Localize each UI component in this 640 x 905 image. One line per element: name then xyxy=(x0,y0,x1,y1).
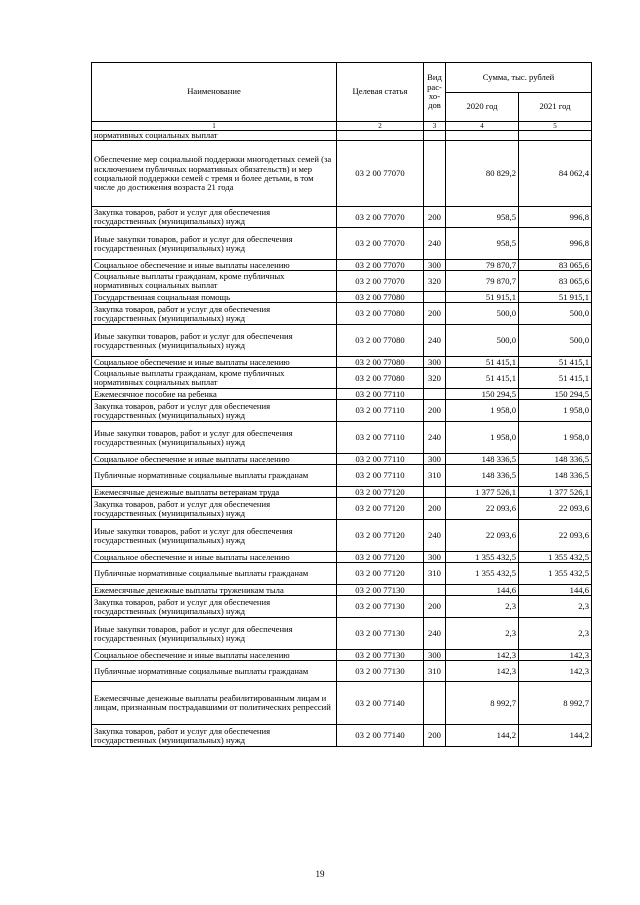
row-name: Закупка товаров, работ и услуг для обеспечения государственных (муниципальных) нужд xyxy=(92,498,337,520)
row-sum-2021: 83 065,6 xyxy=(519,271,592,292)
table-row xyxy=(92,650,592,661)
row-target-article: 03 2 00 77120 xyxy=(337,520,424,552)
row-expense-type: 240 xyxy=(424,325,446,357)
row-sum-2021: 142,3 xyxy=(519,661,592,682)
row-expense-type: 320 xyxy=(424,368,446,389)
row-expense-type: 200 xyxy=(424,400,446,422)
row-expense-type: 300 xyxy=(424,650,446,661)
row-name: Обеспечение мер социальной поддержки многодетных семей (за исключением публичных нормативных обязательств) и мер социальной поддержки семей с тремя и более детьми, в том числе до достижения возраста 21 года xyxy=(92,141,337,207)
row-name: Государственная социальная помощь xyxy=(92,292,337,303)
table-row xyxy=(92,661,592,682)
table-row xyxy=(92,368,592,389)
column-number: 3 xyxy=(424,122,446,131)
row-name: Ежемесячные денежные выплаты ветеранам труда xyxy=(92,487,337,498)
table-row xyxy=(92,487,592,498)
row-sum-2021: 1 355 432,5 xyxy=(519,563,592,585)
row-name: Публичные нормативные социальные выплаты гражданам xyxy=(92,661,337,682)
row-name: Иные закупки товаров, работ и услуг для обеспечения государственных (муниципальных) нужд xyxy=(92,520,337,552)
row-sum-2020: 2,3 xyxy=(446,596,519,618)
row-sum-2020: 144,6 xyxy=(446,585,519,596)
row-target-article: 03 2 00 77130 xyxy=(337,661,424,682)
row-target-article: 03 2 00 77130 xyxy=(337,585,424,596)
table-row xyxy=(92,228,592,260)
row-sum-2020: 150 294,5 xyxy=(446,389,519,400)
row-target-article: 03 2 00 77110 xyxy=(337,400,424,422)
table-row xyxy=(92,520,592,552)
row-expense-type: 300 xyxy=(424,454,446,465)
row-sum-2021: 148 336,5 xyxy=(519,465,592,487)
row-sum-2021: 500,0 xyxy=(519,303,592,325)
row-sum-2020: 500,0 xyxy=(446,325,519,357)
row-sum-2020: 148 336,5 xyxy=(446,454,519,465)
row-name: Социальное обеспечение и иные выплаты населению xyxy=(92,357,337,368)
row-expense-type: 200 xyxy=(424,498,446,520)
row-expense-type: 200 xyxy=(424,303,446,325)
row-name: Публичные нормативные социальные выплаты гражданам xyxy=(92,465,337,487)
row-target-article: 03 2 00 77120 xyxy=(337,552,424,563)
table-row xyxy=(92,131,592,141)
row-sum-2020: 8 992,7 xyxy=(446,682,519,725)
row-sum-2020: 1 958,0 xyxy=(446,422,519,454)
row-name: Социальные выплаты гражданам, кроме публичных нормативных социальных выплат xyxy=(92,368,337,389)
row-target-article xyxy=(337,131,424,141)
row-expense-type: 200 xyxy=(424,207,446,228)
row-expense-type xyxy=(424,389,446,400)
row-sum-2020: 51 415,1 xyxy=(446,368,519,389)
row-sum-2021: 144,2 xyxy=(519,725,592,747)
row-expense-type: 300 xyxy=(424,552,446,563)
row-sum-2020: 1 355 432,5 xyxy=(446,563,519,585)
row-expense-type: 240 xyxy=(424,228,446,260)
row-target-article: 03 2 00 77070 xyxy=(337,260,424,271)
table-row xyxy=(92,303,592,325)
row-sum-2021: 84 062,4 xyxy=(519,141,592,207)
row-name: Ежемесячное пособие на ребенка xyxy=(92,389,337,400)
row-name: Иные закупки товаров, работ и услуг для обеспечения государственных (муниципальных) нужд xyxy=(92,228,337,260)
row-sum-2020: 148 336,5 xyxy=(446,465,519,487)
row-name: Социальное обеспечение и иные выплаты населению xyxy=(92,454,337,465)
row-name: Иные закупки товаров, работ и услуг для обеспечения государственных (муниципальных) нужд xyxy=(92,422,337,454)
row-expense-type: 240 xyxy=(424,520,446,552)
table-row xyxy=(92,618,592,650)
row-name: Иные закупки товаров, работ и услуг для обеспечения государственных (муниципальных) нужд xyxy=(92,618,337,650)
table-row xyxy=(92,725,592,747)
row-expense-type: 310 xyxy=(424,563,446,585)
row-sum-2021: 2,3 xyxy=(519,618,592,650)
row-target-article: 03 2 00 77120 xyxy=(337,487,424,498)
header-target-article: Целевая статья xyxy=(337,63,424,122)
column-number: 1 xyxy=(92,122,337,131)
row-sum-2021: 142,3 xyxy=(519,650,592,661)
row-expense-type: 200 xyxy=(424,596,446,618)
row-expense-type xyxy=(424,487,446,498)
table-row xyxy=(92,292,592,303)
row-sum-2020: 142,3 xyxy=(446,661,519,682)
row-sum-2021: 51 915,1 xyxy=(519,292,592,303)
row-sum-2021: 996,8 xyxy=(519,228,592,260)
row-target-article: 03 2 00 77070 xyxy=(337,271,424,292)
row-sum-2020: 958,5 xyxy=(446,207,519,228)
row-name: Публичные нормативные социальные выплаты гражданам xyxy=(92,563,337,585)
row-sum-2020: 142,3 xyxy=(446,650,519,661)
row-sum-2020: 22 093,6 xyxy=(446,520,519,552)
row-sum-2021: 83 065,6 xyxy=(519,260,592,271)
row-name: Ежемесячные денежные выплаты реабилитированным лицам и лицам, признанным пострадавшими от политических репрессий xyxy=(92,682,337,725)
row-target-article: 03 2 00 77070 xyxy=(337,207,424,228)
column-number: 5 xyxy=(519,122,592,131)
row-target-article: 03 2 00 77120 xyxy=(337,498,424,520)
table-row xyxy=(92,682,592,725)
row-target-article: 03 2 00 77140 xyxy=(337,682,424,725)
table-row xyxy=(92,400,592,422)
table-row xyxy=(92,389,592,400)
row-expense-type: 300 xyxy=(424,357,446,368)
row-sum-2021 xyxy=(519,131,592,141)
table-row xyxy=(92,325,592,357)
row-sum-2021: 150 294,5 xyxy=(519,389,592,400)
row-target-article: 03 2 00 77110 xyxy=(337,389,424,400)
row-expense-type: 320 xyxy=(424,271,446,292)
row-sum-2020: 79 870,7 xyxy=(446,260,519,271)
row-name: нормативных социальных выплат xyxy=(92,131,337,141)
row-sum-2020: 79 870,7 xyxy=(446,271,519,292)
table-row xyxy=(92,596,592,618)
row-name: Иные закупки товаров, работ и услуг для обеспечения государственных (муниципальных) нужд xyxy=(92,325,337,357)
row-name: Ежемесячные денежные выплаты труженикам тыла xyxy=(92,585,337,596)
row-sum-2020: 51 415,1 xyxy=(446,357,519,368)
budget-table xyxy=(91,62,592,747)
table-row xyxy=(92,141,592,207)
row-target-article: 03 2 00 77110 xyxy=(337,454,424,465)
page-number: 19 xyxy=(315,869,325,879)
row-target-article: 03 2 00 77120 xyxy=(337,563,424,585)
row-sum-2021: 22 093,6 xyxy=(519,498,592,520)
row-expense-type: 300 xyxy=(424,260,446,271)
row-sum-2021: 2,3 xyxy=(519,596,592,618)
row-sum-2021: 51 415,1 xyxy=(519,368,592,389)
row-target-article: 03 2 00 77130 xyxy=(337,596,424,618)
table-row xyxy=(92,552,592,563)
table-row xyxy=(92,422,592,454)
header-sum: Сумма, тыс. рублей xyxy=(446,63,592,93)
row-sum-2020: 22 093,6 xyxy=(446,498,519,520)
row-expense-type: 240 xyxy=(424,618,446,650)
row-sum-2021: 1 355 432,5 xyxy=(519,552,592,563)
row-sum-2021: 8 992,7 xyxy=(519,682,592,725)
row-name: Социальное обеспечение и иные выплаты населению xyxy=(92,552,337,563)
row-sum-2020: 51 915,1 xyxy=(446,292,519,303)
row-target-article: 03 2 00 77140 xyxy=(337,725,424,747)
table-row xyxy=(92,563,592,585)
table-row xyxy=(92,465,592,487)
row-name: Закупка товаров, работ и услуг для обеспечения государственных (муниципальных) нужд xyxy=(92,207,337,228)
table-row xyxy=(92,454,592,465)
row-sum-2021: 996,8 xyxy=(519,207,592,228)
row-sum-2020: 2,3 xyxy=(446,618,519,650)
row-name: Закупка товаров, работ и услуг для обеспечения государственных (муниципальных) нужд xyxy=(92,400,337,422)
row-sum-2020: 500,0 xyxy=(446,303,519,325)
table-row xyxy=(92,207,592,228)
row-sum-2020: 1 377 526,1 xyxy=(446,487,519,498)
table-row xyxy=(92,271,592,292)
row-target-article: 03 2 00 77080 xyxy=(337,303,424,325)
row-sum-2021: 1 377 526,1 xyxy=(519,487,592,498)
row-target-article: 03 2 00 77080 xyxy=(337,357,424,368)
row-target-article: 03 2 00 77080 xyxy=(337,292,424,303)
row-name: Социальные выплаты гражданам, кроме публичных нормативных социальных выплат xyxy=(92,271,337,292)
table-row xyxy=(92,498,592,520)
row-sum-2020: 1 355 432,5 xyxy=(446,552,519,563)
row-name: Закупка товаров, работ и услуг для обеспечения государственных (муниципальных) нужд xyxy=(92,725,337,747)
row-sum-2021: 144,6 xyxy=(519,585,592,596)
row-target-article: 03 2 00 77070 xyxy=(337,141,424,207)
row-sum-2020: 1 958,0 xyxy=(446,400,519,422)
row-sum-2021: 1 958,0 xyxy=(519,422,592,454)
header-expense-type: Вид рас-хо-дов xyxy=(424,63,446,122)
row-sum-2021: 22 093,6 xyxy=(519,520,592,552)
table-row xyxy=(92,260,592,271)
row-sum-2021: 51 415,1 xyxy=(519,357,592,368)
row-expense-type: 310 xyxy=(424,465,446,487)
row-target-article: 03 2 00 77130 xyxy=(337,650,424,661)
row-sum-2021: 1 958,0 xyxy=(519,400,592,422)
row-sum-2020: 958,5 xyxy=(446,228,519,260)
row-expense-type xyxy=(424,131,446,141)
row-name: Социальное обеспечение и иные выплаты населению xyxy=(92,260,337,271)
row-target-article: 03 2 00 77110 xyxy=(337,422,424,454)
row-sum-2020: 80 829,2 xyxy=(446,141,519,207)
row-expense-type xyxy=(424,682,446,725)
row-target-article: 03 2 00 77130 xyxy=(337,618,424,650)
row-name: Закупка товаров, работ и услуг для обеспечения государственных (муниципальных) нужд xyxy=(92,303,337,325)
row-target-article: 03 2 00 77080 xyxy=(337,325,424,357)
table-body xyxy=(92,131,592,747)
table-row xyxy=(92,357,592,368)
header-year-2021: 2021 год xyxy=(519,93,592,122)
row-name: Закупка товаров, работ и услуг для обеспечения государственных (муниципальных) нужд xyxy=(92,596,337,618)
row-expense-type xyxy=(424,292,446,303)
header-name: Наименование xyxy=(92,63,337,122)
row-expense-type xyxy=(424,585,446,596)
row-sum-2021: 148 336,5 xyxy=(519,454,592,465)
row-target-article: 03 2 00 77110 xyxy=(337,465,424,487)
row-expense-type: 200 xyxy=(424,725,446,747)
table-row xyxy=(92,585,592,596)
column-number: 4 xyxy=(446,122,519,131)
row-expense-type: 240 xyxy=(424,422,446,454)
row-sum-2020 xyxy=(446,131,519,141)
table-header xyxy=(92,63,592,131)
row-name: Социальное обеспечение и иные выплаты населению xyxy=(92,650,337,661)
row-target-article: 03 2 00 77070 xyxy=(337,228,424,260)
row-expense-type xyxy=(424,141,446,207)
row-sum-2020: 144,2 xyxy=(446,725,519,747)
row-sum-2021: 500,0 xyxy=(519,325,592,357)
column-number: 2 xyxy=(337,122,424,131)
row-target-article: 03 2 00 77080 xyxy=(337,368,424,389)
row-expense-type: 310 xyxy=(424,661,446,682)
header-year-2020: 2020 год xyxy=(446,93,519,122)
